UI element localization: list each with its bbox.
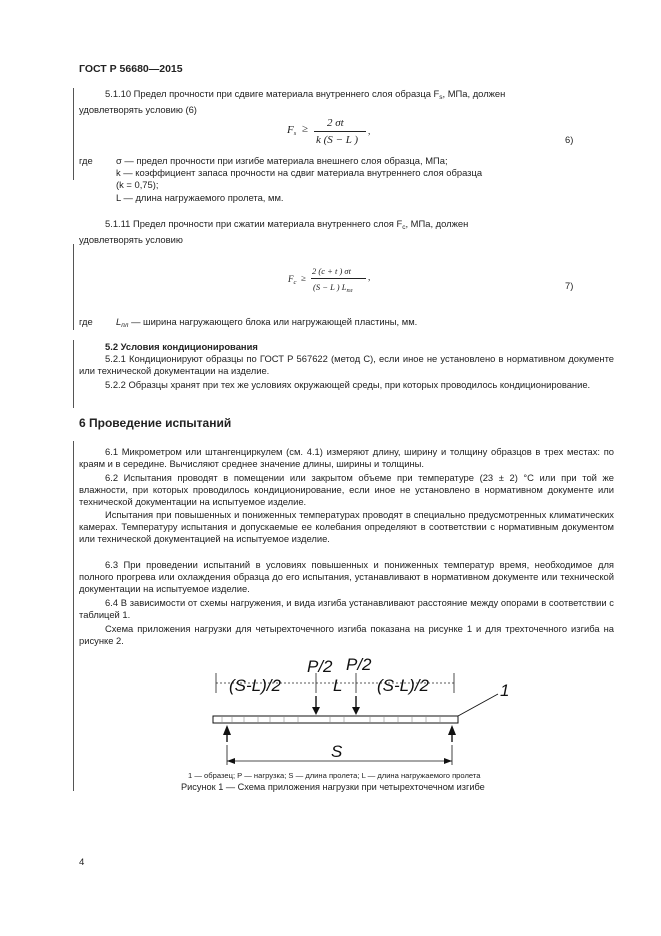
support-arrow-right-head [448, 725, 456, 735]
load-label-right: P/2 [346, 655, 372, 674]
load-arrow-right-head [352, 707, 360, 715]
span-arrowhead-right [444, 758, 452, 764]
paragraph-6-2: 6.2 Испытания проводят в помещении или закрытом объеме при температуре (23 ± 2) °С или при той же влажности, при которых проводилось кондиционирование, если иное не установлено в нормативном документе или технической документации на испытуемое изделие. [79, 472, 614, 508]
specimen-bar [213, 716, 458, 723]
segment-label-middle: L [333, 676, 343, 695]
load-arrow-left-head [312, 707, 320, 715]
paragraph-5-1-11: 5.1.11 Предел прочности при сжатии материала внутреннего слоя $F_c$, МПа, должен удовлетворять условию [79, 218, 469, 246]
where-label: где [79, 316, 93, 327]
segment-label-right: (S-L)/2 [377, 676, 429, 695]
span-arrowhead-left [227, 758, 235, 764]
callout-leader [458, 694, 498, 716]
page-number: 4 [79, 857, 85, 868]
section-6-title: 6 Проведение испытаний [79, 416, 232, 430]
paragraph-6-4: 6.4 В зависимости от схемы нагружения, и вида изгиба устанавливают расстояние между опорами в соответствии с таблицей 1. [79, 597, 614, 621]
equation-number: 7) [565, 280, 574, 291]
definitions-list: $L_{пл}$ — ширина нагружающего блока или нагружающей пластины, мм. [116, 316, 418, 329]
load-label-left: P/2 [307, 657, 333, 676]
paragraph-5-2-2: 5.2.2 Образцы хранят при тех же условиях окружающей среды, при которых проводилось кондиционирование. [105, 379, 591, 390]
figure-legend: 1 — образец; P — нагрузка; S — длина пролета; L — длина нагружаемого пролета [188, 771, 481, 780]
section-5-2-title: 5.2 Условия кондиционирования [105, 341, 258, 352]
segment-label-left: (S-L)/2 [229, 676, 281, 695]
definitions-list: σ — предел прочности при изгибе материала внешнего слоя образца, МПа; k — коэффициент запаса прочности на сдвиг материала внутреннего слоя образца (k = 0,75); L — длина нагружаемого пролета, мм. [116, 155, 483, 203]
callout-number: 1 [500, 681, 510, 700]
support-arrow-left-head [223, 725, 231, 735]
paragraph-6-1: 6.1 Микрометром или штангенциркулем (см. 4.1) измеряют длину, ширину и толщину образцов в трех местах: по краям и в середине. Вычисляют среднее значение длины, ширины и толщины. [79, 446, 614, 470]
paragraph-5-1-10: 5.1.10 Предел прочности при сдвиге материала внутреннего слоя образца $F_s$, МПа, должен удовлетворять условию (6) [79, 88, 506, 116]
figure-caption: Рисунок 1 — Схема приложения нагрузки при четырехточечном изгибе [181, 782, 485, 792]
paragraph-6-4-scheme: Схема приложения нагрузки для четырехточечного изгиба показана на рисунке 1 и для трехточечного изгиба на рисунке 2. [79, 623, 614, 647]
span-label: S [331, 742, 343, 761]
paragraph-6-2-temp: Испытания при повышенных и пониженных температурах проводят в специально предусмотренных климатических камерах. Температуру испытания и допускаемые ее колебания определяют в соответствии с нормативным документом или технической документацией на испытуемое изделие. [79, 509, 614, 545]
paragraph-6-3: 6.3 При проведении испытаний в условиях повышенных и пониженных температур время, необходимое для полного прогрева или охлаждения образца до его испытания, устанавливают в нормативном документе или технической документации на испытуемое изделие. [79, 559, 614, 595]
paragraph-5-2-1: 5.2.1 Кондиционируют образцы по ГОСТ Р 567622 (метод С), если иное не установлено в нормативном документе или технической документации на изделие. [79, 353, 614, 377]
where-label: где [79, 155, 93, 166]
equation-number: 6) [565, 134, 574, 145]
document-header: ГОСТ Р 56680—2015 [79, 63, 183, 75]
